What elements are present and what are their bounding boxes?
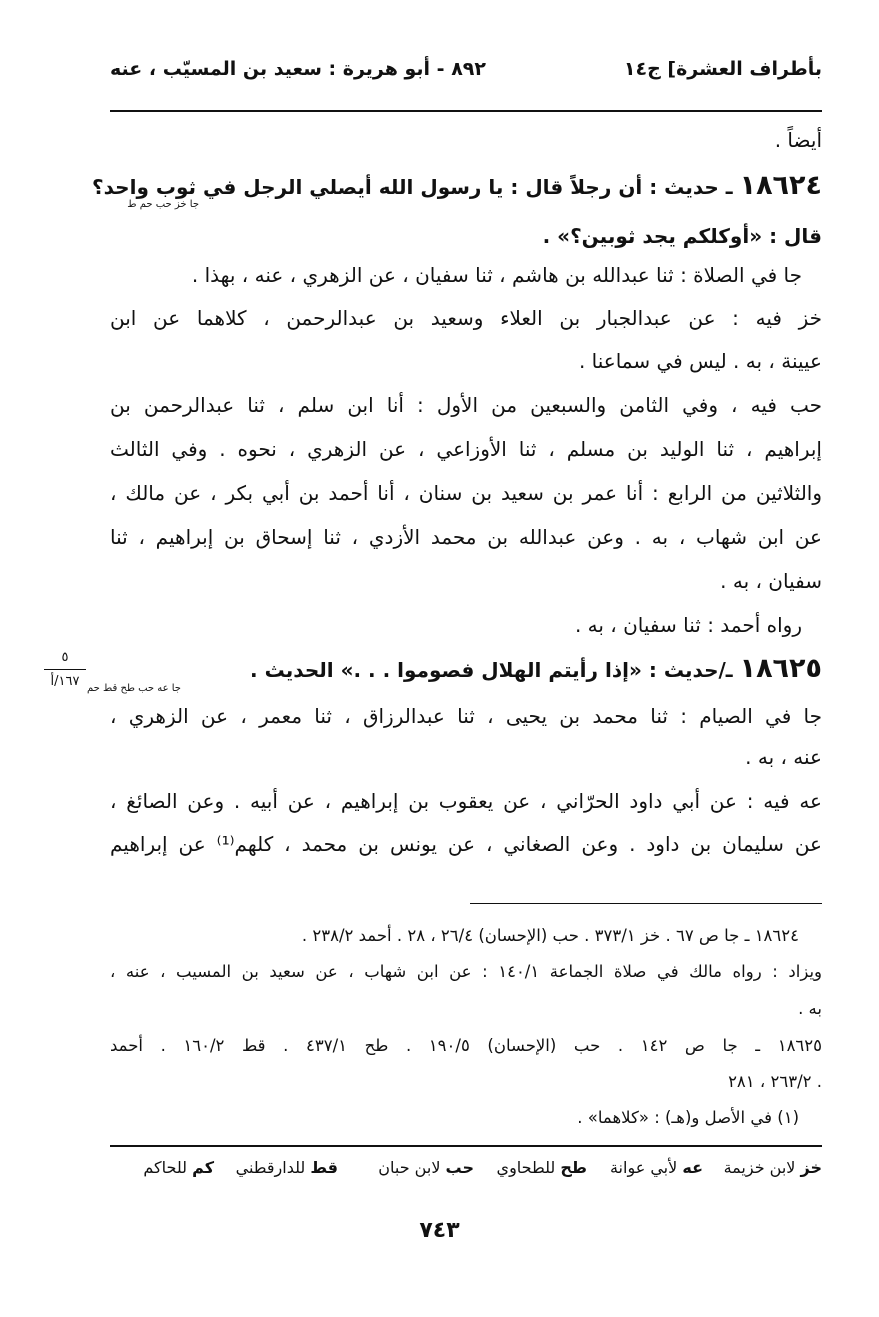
hadith-title: ـ/حديث : «إذا رأيتم الهلال فصوموا . . .» الحديث . xyxy=(250,658,740,682)
source-abbreviations: جا عه حب طح قط حم xyxy=(87,683,181,694)
legend-rule xyxy=(110,1145,822,1147)
text-line: إبراهيم ، ثنا الوليد بن مسلم ، ثنا الأوزاعي ، عن الزهري ، نحوه . وفي الثالث xyxy=(110,437,822,461)
legend-code: خز xyxy=(800,1158,822,1177)
footnote-line: به . xyxy=(798,999,822,1018)
legend-item xyxy=(497,1158,587,1177)
legend-code: كم xyxy=(192,1158,214,1177)
footnote-line: (١) في الأصل و(هـ) : «كلاهما» . xyxy=(577,1108,799,1127)
manuscript-folio-note xyxy=(44,650,86,689)
legend-text: لابن خزيمة xyxy=(723,1158,796,1177)
legend-text: لأبي عوانة xyxy=(609,1158,678,1177)
legend-item xyxy=(610,1158,703,1177)
footnote-rule xyxy=(470,903,822,904)
text-line: عنه ، به . xyxy=(745,745,822,769)
legend-item xyxy=(143,1158,214,1177)
hadith-title: ـ حديث : أن رجلاً قال : يا رسول الله أيصلي الرجل في ثوب واحد؟ xyxy=(92,175,740,199)
header-book-title: بأطراف العشرة] ج١٤ xyxy=(623,58,822,80)
folio-line: ٥ xyxy=(61,650,69,665)
text-line: أيضاً . xyxy=(774,128,822,152)
folio-divider xyxy=(44,669,86,670)
abbreviation-legend xyxy=(110,1158,822,1186)
text-line: عن سليمان بن داود . وعن الصغاني ، عن يونس بن محمد ، كلهم⁽¹⁾ عن إبراهيم xyxy=(110,832,822,856)
legend-text: للطحاوي xyxy=(496,1158,556,1177)
folio-number: ١٦٧/أ xyxy=(50,674,80,689)
legend-text: لابن حبان xyxy=(378,1158,441,1177)
legend-item xyxy=(236,1158,338,1177)
footnote-line: ويزاد : رواه مالك في صلاة الجماعة ١٤٠/١ : عن ابن شهاب ، عن سعيد بن المسيب ، عنه ، xyxy=(110,962,823,981)
legend-code: قط xyxy=(310,1158,338,1177)
legend-item xyxy=(378,1158,474,1177)
text-line: خز فيه : عن عبدالجبار بن العلاء وسعيد بن عبدالرحمن ، كلاهما عن ابن xyxy=(110,306,822,330)
text-line: جا في الصلاة : ثنا عبدالله بن هاشم ، ثنا سفيان ، عن الزهري ، عنه ، بهذا . xyxy=(191,263,802,287)
legend-code: طح xyxy=(560,1158,587,1177)
text-line: سفيان ، به . xyxy=(720,569,822,593)
legend-item xyxy=(724,1158,822,1177)
hadith-number: ١٨٦٢٥ xyxy=(739,653,822,684)
text-line: جا في الصيام : ثنا محمد بن يحيى ، ثنا عبدالرزاق ، ثنا معمر ، عن الزهري ، xyxy=(110,704,822,728)
text-line: والثلاثين من الرابع : أنا عمر بن سعيد بن سنان ، أنا أحمد بن أبي بكر ، عن مالك ، xyxy=(110,481,822,505)
header-chapter-title: ٨٩٢ - أبو هريرة : سعيد بن المسيّب ، عنه xyxy=(110,58,486,80)
text-line: قال : «أوكلكم يجد ثوبين؟» . xyxy=(542,224,822,248)
running-header xyxy=(110,58,822,92)
text-line: عيينة ، به . ليس في سماعنا . xyxy=(578,349,822,373)
text-line: رواه أحمد : ثنا سفيان ، به . xyxy=(574,613,802,637)
hadith-number: ١٨٦٢٤ xyxy=(739,170,822,201)
page-number: ٧٤٣ xyxy=(419,1218,460,1243)
text-line: حب فيه ، وفي الثامن والسبعين من الأول : أنا ابن سلم ، ثنا عبدالرحمن بن xyxy=(110,393,822,417)
footnote-line: ١٨٦٢٥ ـ جا ص ١٤٢ . حب (الإحسان) ١٩٠/٥ . طح ٤٣٧/١ . قط ١٦٠/٢ . أحمد xyxy=(110,1036,823,1055)
legend-code: عه xyxy=(682,1158,703,1177)
source-abbreviations: جا خز حب حم ط xyxy=(127,199,199,210)
text-line: عن ابن شهاب ، به . وعن عبدالله بن محمد الأزدي ، ثنا إسحاق بن إبراهيم ، ثنا xyxy=(110,525,822,549)
footnote-line: ١٨٦٢٤ ـ جا ص ٦٧ . خز ٣٧٣/١ . حب (الإحسان) ٢٦/٤ ، ٢٨ . أحمد ٢٣٨/٢ . xyxy=(301,926,799,945)
hadith-heading-18624 xyxy=(92,170,822,201)
legend-code: حب xyxy=(445,1158,474,1177)
legend-text: للحاكم xyxy=(143,1158,188,1177)
hadith-heading-18625 xyxy=(250,653,822,684)
header-rule xyxy=(110,110,822,112)
text-line: عه فيه : عن أبي داود الحرّاني ، عن يعقوب بن إبراهيم ، عن أبيه . وعن الصائغ ، xyxy=(110,789,822,813)
footnote-line: ٢٦٣/٢ ، ٢٨١ . xyxy=(728,1072,822,1091)
legend-text: للدارقطني xyxy=(235,1158,306,1177)
